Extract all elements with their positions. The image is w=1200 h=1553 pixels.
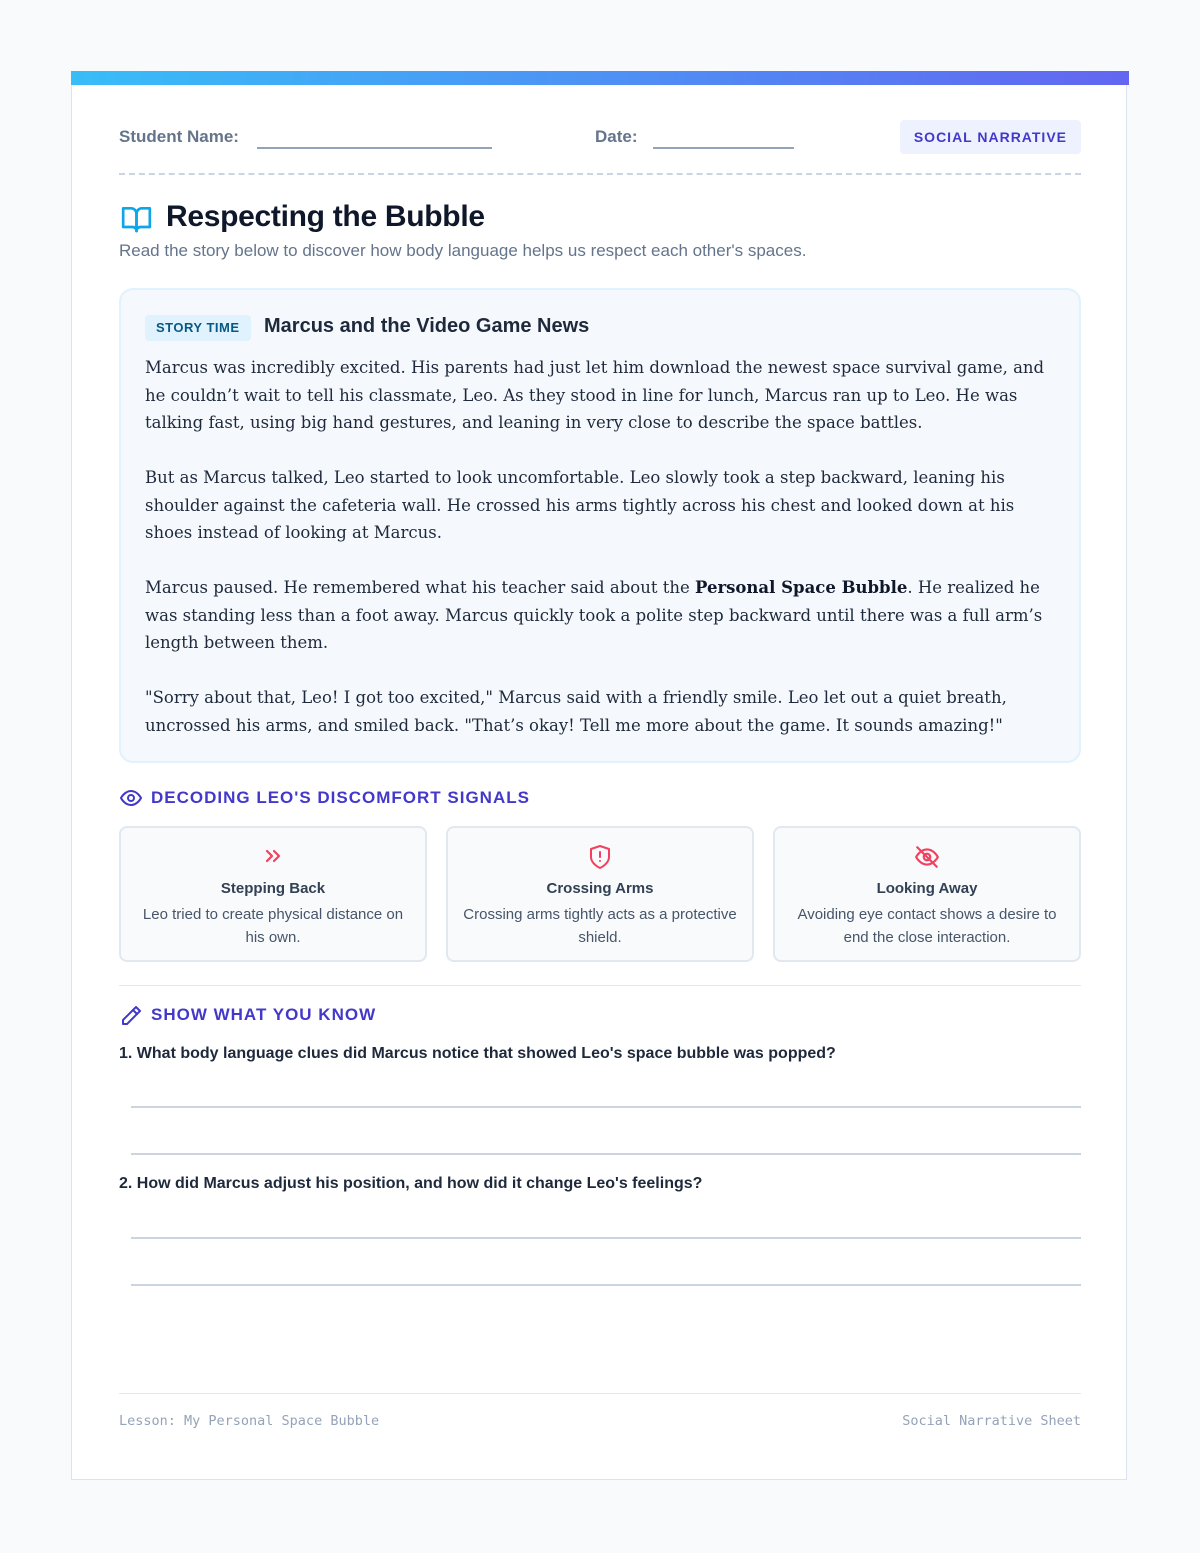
- signal-card-stepping-back: [119, 826, 427, 962]
- worksheet: [71, 71, 1127, 1480]
- footer-sheet-type: Social Narrative Sheet: [902, 1413, 1081, 1429]
- signal-card-title: Crossing Arms: [546, 880, 654, 897]
- story-title: Marcus and the Video Game News: [264, 315, 590, 337]
- question-1: 1. What body language clues did Marcus notice that showed Leo's space bubble was popped?: [119, 1045, 836, 1062]
- header-divider: [119, 173, 1081, 175]
- signal-card-desc: Leo tried to create physical distance on his own.: [142, 906, 404, 946]
- signal-card-crossing-arms: [446, 826, 754, 962]
- footer-lesson: Lesson: My Personal Space Bubble: [119, 1413, 380, 1429]
- key-term-personal-space-bubble: Personal Space Bubble: [694, 578, 908, 597]
- open-book-icon: [119, 203, 154, 235]
- story-panel: [119, 288, 1081, 763]
- answer-line[interactable]: [131, 1153, 1081, 1155]
- story-text-run: Marcus paused. He remembered what his teacher said about the: [145, 578, 695, 597]
- section-divider: [119, 985, 1081, 986]
- date-label: Date:: [595, 127, 638, 146]
- story-text-run: . He realized he was standing less than a foot away. Marcus quickly took a polite step backward until there was a full arm’s length between them.: [145, 578, 1043, 652]
- quiz-heading-text: SHOW WHAT YOU KNOW: [151, 1005, 377, 1024]
- answer-line[interactable]: [131, 1106, 1081, 1108]
- date-field[interactable]: [653, 147, 794, 149]
- page-subtitle: Read the story below to discover how body language helps us respect each other's spaces.: [119, 241, 807, 260]
- student-name-label: Student Name:: [119, 127, 239, 146]
- eye-off-icon: [913, 844, 941, 870]
- top-gradient-bar: [71, 71, 1129, 85]
- story-paragraph: [145, 574, 1055, 657]
- question-2: 2. How did Marcus adjust his position, and how did it change Leo's feelings?: [119, 1175, 703, 1192]
- signal-card-looking-away: [773, 826, 1081, 962]
- shield-alert-icon: [588, 844, 612, 870]
- page-title: Respecting the Bubble: [166, 200, 485, 233]
- signal-card-title: Looking Away: [876, 880, 978, 897]
- signals-heading-text: DECODING LEO'S DISCOMFORT SIGNALS: [151, 788, 530, 807]
- student-name-field[interactable]: [257, 147, 492, 149]
- signal-card-desc: Crossing arms tightly acts as a protective shield.: [463, 906, 737, 946]
- story-text: [145, 354, 1055, 767]
- double-chevron-right-icon: [261, 844, 285, 868]
- answer-line[interactable]: [131, 1284, 1081, 1286]
- story-paragraph: "Sorry about that, Leo! I got too excited," Marcus said with a friendly smile. Leo let out a quiet breath, uncrossed his arms, and smiled back. "That’s okay! Tell me more about the game. It sounds amazing!": [145, 688, 1007, 735]
- story-time-tag: STORY TIME: [145, 315, 251, 341]
- worksheet-type-badge: SOCIAL NARRATIVE: [900, 120, 1081, 154]
- eye-icon: [119, 786, 143, 810]
- signal-card-title: Stepping Back: [220, 880, 326, 897]
- answer-line[interactable]: [131, 1237, 1081, 1239]
- story-paragraph: But as Marcus talked, Leo started to look uncomfortable. Leo slowly took a step backward, leaning his shoulder against the cafeteria wall. He crossed his arms tightly across his chest and looked down at his shoes instead of looking at Marcus.: [145, 468, 1015, 542]
- story-paragraph: Marcus was incredibly excited. His parents had just let him download the newest space survival game, and he couldn’t wait to tell his classmate, Leo. As they stood in line for lunch, Marcus ran up to Leo. He was talking fast, using big hand gestures, and leaning in very close to describe the space battles.: [145, 358, 1045, 432]
- signal-card-desc: Avoiding eye contact shows a desire to end the close interaction.: [797, 906, 1057, 946]
- pencil-icon: [119, 1004, 143, 1028]
- footer-divider: [119, 1393, 1081, 1394]
